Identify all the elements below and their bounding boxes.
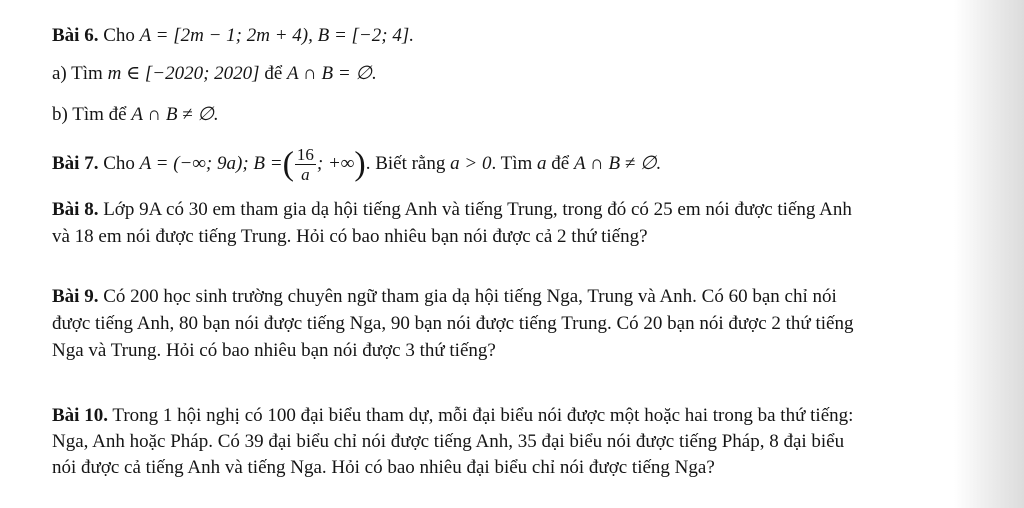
bai10-line3: nói được cả tiếng Anh và tiếng Nga. Hỏi có bao nhiêu đại biểu chỉ nói được tiếng Nga? bbox=[52, 457, 715, 478]
bai10-title: Bài 10. bbox=[52, 405, 108, 426]
bai10-line2: Nga, Anh hoặc Pháp. Có 39 đại biểu chỉ nói được tiếng Anh, 35 đại biểu nói được tiếng Pháp, 8 đại biểu bbox=[52, 431, 845, 452]
bai6-part-a bbox=[52, 63, 377, 85]
bai7-math-a: A = (−∞; 9a); B = bbox=[139, 153, 283, 174]
bai8-text1: Lớp 9A có 30 em tham gia dạ hội tiếng Anh và tiếng Trung, trong đó có 25 em nói được tiếng Anh bbox=[103, 199, 852, 220]
bai7-frac-num: 16 bbox=[296, 145, 314, 165]
bai7-frac-den: a bbox=[301, 165, 310, 185]
bai8-title: Bài 8. bbox=[52, 199, 99, 220]
bai10-text1: Trong 1 hội nghị có 100 đại biểu tham dự, mỗi đại biểu nói được một hoặc hai trong ba thứ tiếng: bbox=[112, 405, 854, 426]
bai7-math-tail: ; +∞ bbox=[316, 153, 355, 174]
bai6-given-math: A = [2m − 1; 2m + 4), B = [−2; 4]. bbox=[139, 25, 414, 46]
bai7-pre: Cho bbox=[103, 153, 135, 174]
bai8-line1 bbox=[52, 199, 852, 221]
bai7-text: . Biết rằng bbox=[365, 153, 446, 174]
bai6-b-mid: để bbox=[108, 104, 127, 125]
bai7-open-paren: ( bbox=[282, 145, 294, 183]
bai7-title: Bài 7. bbox=[52, 153, 99, 174]
bai9-line1 bbox=[52, 286, 837, 308]
bai7-find: . Tìm bbox=[491, 153, 533, 174]
bai8-line2: và 18 em nói được tiếng Trung. Hỏi có bao nhiêu bạn nói được cả 2 thứ tiếng? bbox=[52, 226, 648, 247]
bai6-part-b bbox=[52, 104, 219, 126]
bai9-line3: Nga và Trung. Hỏi có bao nhiêu bạn nói được 3 thứ tiếng? bbox=[52, 340, 496, 361]
bai7-var: a bbox=[537, 153, 547, 174]
bai7-statement bbox=[52, 142, 661, 187]
bai7-cond: a > 0 bbox=[450, 153, 492, 174]
bai7-fraction bbox=[295, 145, 316, 184]
bai7-close-paren: ) bbox=[354, 145, 366, 183]
bai6-a-label: a) Tìm bbox=[52, 63, 103, 84]
bai9-text1: Có 200 học sinh trường chuyên ngữ tham gia dạ hội tiếng Nga, Trung và Anh. Có 60 bạn chỉ nói bbox=[103, 286, 837, 307]
bai6-b-label: b) Tìm bbox=[52, 104, 104, 125]
bai6-given-pre: Cho bbox=[103, 25, 135, 46]
bai6-a-mid: để bbox=[264, 63, 283, 84]
bai10-line1 bbox=[52, 405, 853, 427]
bai6-a-math1: m ∈ [−2020; 2020] bbox=[107, 63, 260, 84]
bai6-statement bbox=[52, 25, 414, 47]
bai7-goal: A ∩ B ≠ ∅. bbox=[573, 153, 662, 174]
bai6-b-math: A ∩ B ≠ ∅. bbox=[131, 104, 219, 125]
bai6-title: Bài 6. bbox=[52, 25, 99, 46]
page-edge-shadow bbox=[954, 0, 1024, 508]
bai9-line2: được tiếng Anh, 80 bạn nói được tiếng Nga, 90 bạn nói được tiếng Trung. Có 20 bạn nói được 2 thứ tiếng bbox=[52, 313, 854, 334]
bai7-de: để bbox=[551, 153, 570, 174]
bai9-title: Bài 9. bbox=[52, 286, 99, 307]
bai6-a-math2: A ∩ B = ∅. bbox=[287, 63, 377, 84]
